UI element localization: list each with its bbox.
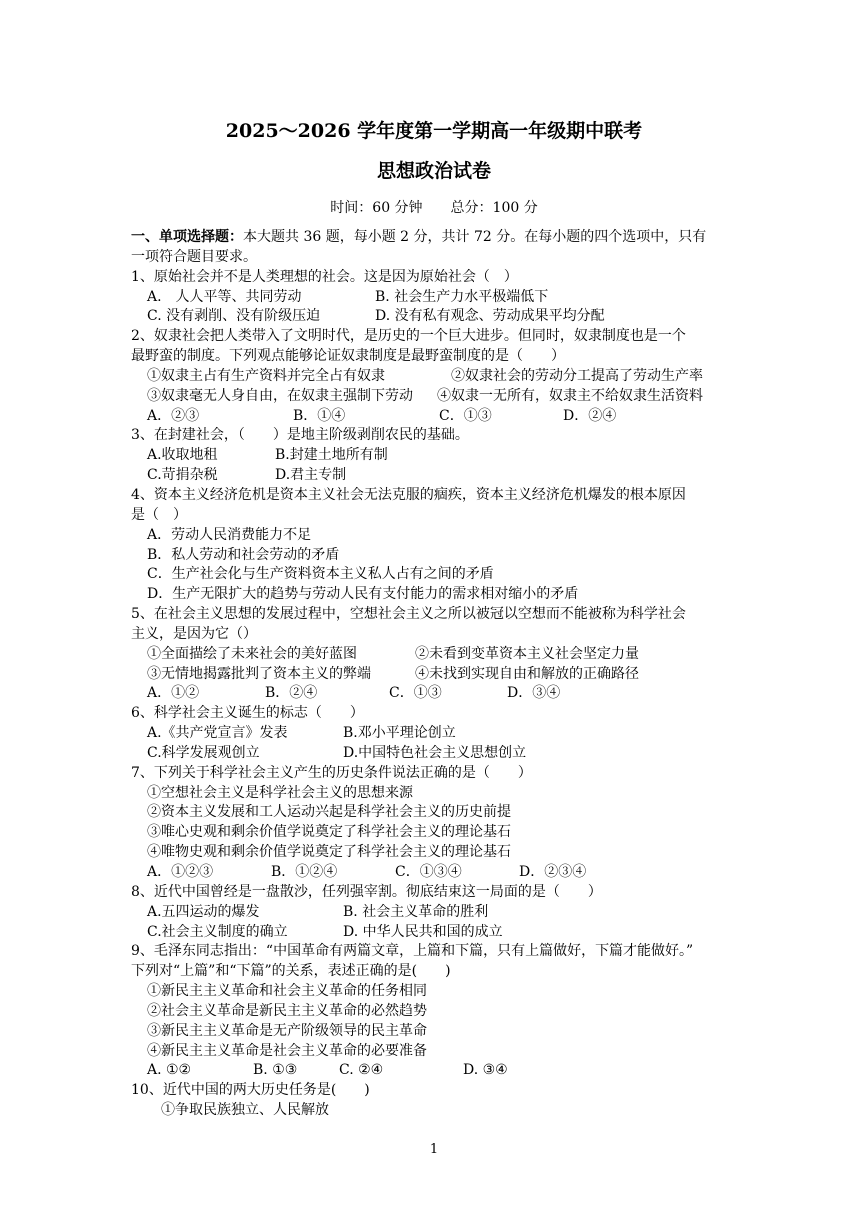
question-3-options-row2	[131, 466, 743, 486]
question-6-stem: 6、科学社会主义诞生的标志（ ）	[131, 705, 364, 722]
question-6-options-row2	[131, 744, 743, 764]
question-body	[131, 228, 743, 1121]
option-c: C.科学发展观创立	[147, 744, 260, 761]
option-b: B.邓小平理论创立	[343, 725, 456, 742]
option-c: C．生产社会化与生产资料资本主义私人占有之间的矛盾	[147, 566, 494, 583]
option-a: A. 人人平等、共同劳动	[147, 288, 302, 305]
question-3-stem: 3、在封建社会，（ ）是地主阶级剥削农民的基础。	[131, 427, 469, 444]
option-c: C．①③	[439, 407, 492, 424]
option-c: C．①③④	[395, 864, 462, 880]
option-c: C．①③	[389, 685, 442, 702]
option-c: C.苛捐杂税	[147, 467, 218, 484]
question-1-options-row1	[131, 288, 743, 308]
section-intro	[131, 228, 743, 248]
option-b: B. 社会主义革命的胜利	[343, 903, 489, 920]
option-a: A.收取地租	[147, 447, 218, 464]
option-a: A．①②③	[147, 864, 214, 880]
question-7-options	[131, 863, 743, 883]
question-9-options	[131, 1061, 743, 1081]
statement-4: ④唯物史观和剩余价值学说奠定了科学社会主义的理论基石	[147, 844, 511, 861]
statement-4: ④奴隶一无所有，奴隶主不给奴隶生活资料	[437, 387, 703, 404]
statement-2: ②未看到变革资本主义社会坚定力量	[415, 645, 639, 662]
question-1-stem: 1、原始社会并不是人类理想的社会。这是因为原始社会（ ）	[131, 268, 518, 285]
option-a: A.五四运动的爆发	[147, 903, 260, 920]
statement-1: ①全面描绘了未来社会的美好蓝图	[147, 645, 357, 662]
question-8-options-row1	[131, 903, 743, 923]
section-intro-line2: 一项符合题目要求。	[131, 248, 257, 265]
section-intro-text: 本大题共 36 题，每小题 2 分，共计 72 分。在每小题的四个选项中，只有	[243, 229, 707, 245]
exam-title: 2025～2026 学年度第一学期高一年级期中联考	[225, 120, 643, 142]
section-heading: 一、单项选择题：	[131, 229, 243, 245]
option-c: C.社会主义制度的确立	[147, 923, 288, 940]
option-c: C. ②④	[339, 1062, 384, 1079]
option-d: D．生产无限扩大的趋势与劳动人民有支付能力的需求相对缩小的矛盾	[147, 586, 579, 603]
page-number: 1	[429, 1142, 439, 1157]
option-d: D. 中华人民共和国的成立	[343, 923, 503, 940]
option-d: D．②③④	[519, 864, 587, 880]
statement-3: ③唯心史观和剩余价值学说奠定了科学社会主义的理论基石	[147, 824, 511, 841]
statement-2: ②资本主义发展和工人运动兴起是科学社会主义的历史前提	[147, 804, 511, 821]
question-3-options-row1	[131, 446, 743, 466]
statement-2: ②奴隶社会的劳动分工提高了劳动生产率	[451, 367, 703, 384]
statement-1: ①新民主主义革命和社会主义革命的任务相同	[147, 983, 427, 1000]
statement-4: ④未找到实现自由和解放的正确路径	[415, 665, 639, 682]
question-5-options	[131, 684, 743, 704]
option-d: D．②④	[563, 407, 617, 424]
option-d: D. ③④	[463, 1062, 508, 1079]
option-a: A．①②	[147, 685, 200, 702]
question-2-options	[131, 407, 743, 427]
statement-2: ②社会主义革命是新民主主义革命的必然趋势	[147, 1002, 427, 1019]
question-6-options-row1	[131, 724, 743, 744]
option-a: A. ①②	[147, 1062, 192, 1079]
statement-1: ①奴隶主占有生产资料并完全占有奴隶	[147, 367, 385, 384]
exam-subtitle: 思想政治试卷	[376, 160, 491, 182]
option-b: B．②④	[265, 685, 318, 702]
option-b: B. 社会生产力水平极端低下	[375, 288, 549, 305]
statement-4: ④新民主主义革命是社会主义革命的必要准备	[147, 1042, 427, 1059]
question-2-stem-line2: 最野蛮的制度。下列观点能够论证奴隶制度是最野蛮制度的是（ ）	[131, 348, 565, 365]
statement-1: ①空想社会主义是科学社会主义的思想来源	[147, 784, 413, 801]
question-5-statements-row2	[131, 665, 743, 685]
option-d: D．③④	[507, 685, 561, 702]
question-4-stem-line1: 4、资本主义经济危机是资本主义社会无法克服的痼疾，资本主义经济危机爆发的根本原因	[131, 486, 686, 503]
option-a: A．劳动人民消费能力不足	[147, 526, 312, 543]
time-and-score: 时间：60 分钟 总分：100 分	[330, 200, 538, 216]
option-c: C. 没有剥削、没有阶级压迫	[147, 308, 321, 325]
question-2-statements-row1	[131, 367, 743, 387]
question-5-stem-line2: 主义，是因为它（）	[131, 625, 257, 642]
option-b: B．①④	[293, 407, 346, 424]
question-5-stem-line1: 5、在社会主义思想的发展过程中，空想社会主义之所以被冠以空想而不能被称为科学社会	[131, 606, 686, 623]
option-a: A．②③	[147, 407, 200, 424]
question-7-stem: 7、下列关于科学社会主义产生的历史条件说法正确的是（ ）	[131, 764, 532, 781]
question-8-options-row2	[131, 923, 743, 943]
question-9-stem-line2: 下列对“上篇”和“下篇”的关系，表述正确的是( )	[131, 963, 451, 980]
question-1-options-row2	[131, 307, 743, 327]
option-d: D.中国特色社会主义思想创立	[343, 744, 527, 761]
statement-3: ③新民主主义革命是无产阶级领导的民主革命	[147, 1022, 427, 1039]
question-5-statements-row1	[131, 645, 743, 665]
option-b: B．①②④	[271, 864, 338, 880]
question-8-stem: 8、近代中国曾经是一盘散沙，任列强宰割。彻底结束这一局面的是（ ）	[131, 883, 602, 900]
question-4-stem-line2: 是（ ）	[131, 506, 187, 523]
question-2-statements-row2	[131, 387, 743, 407]
statement-3: ③无情地揭露批判了资本主义的弊端	[147, 665, 371, 682]
option-b: B.封建土地所有制	[275, 447, 388, 464]
question-2-stem-line1: 2、奴隶社会把人类带入了文明时代，是历史的一个巨大进步。但同时，奴隶制度也是一个	[131, 328, 686, 345]
question-10-stem: 10、近代中国的两大历史任务是( )	[131, 1082, 370, 1099]
option-b: B. ①③	[253, 1062, 298, 1079]
option-d: D.君主专制	[275, 467, 347, 484]
option-b: B．私人劳动和社会劳动的矛盾	[147, 546, 340, 563]
option-d: D. 没有私有观念、劳动成果平均分配	[375, 308, 605, 325]
statement-3: ③奴隶毫无人身自由，在奴隶主强制下劳动	[147, 387, 413, 404]
statement-1: ①争取民族独立、人民解放	[161, 1102, 329, 1119]
question-9-stem-line1: 9、毛泽东同志指出：“中国革命有两篇文章，上篇和下篇，只有上篇做好，下篇才能做好。”	[131, 943, 694, 960]
option-a: A.《共产党宣言》发表	[147, 725, 288, 742]
